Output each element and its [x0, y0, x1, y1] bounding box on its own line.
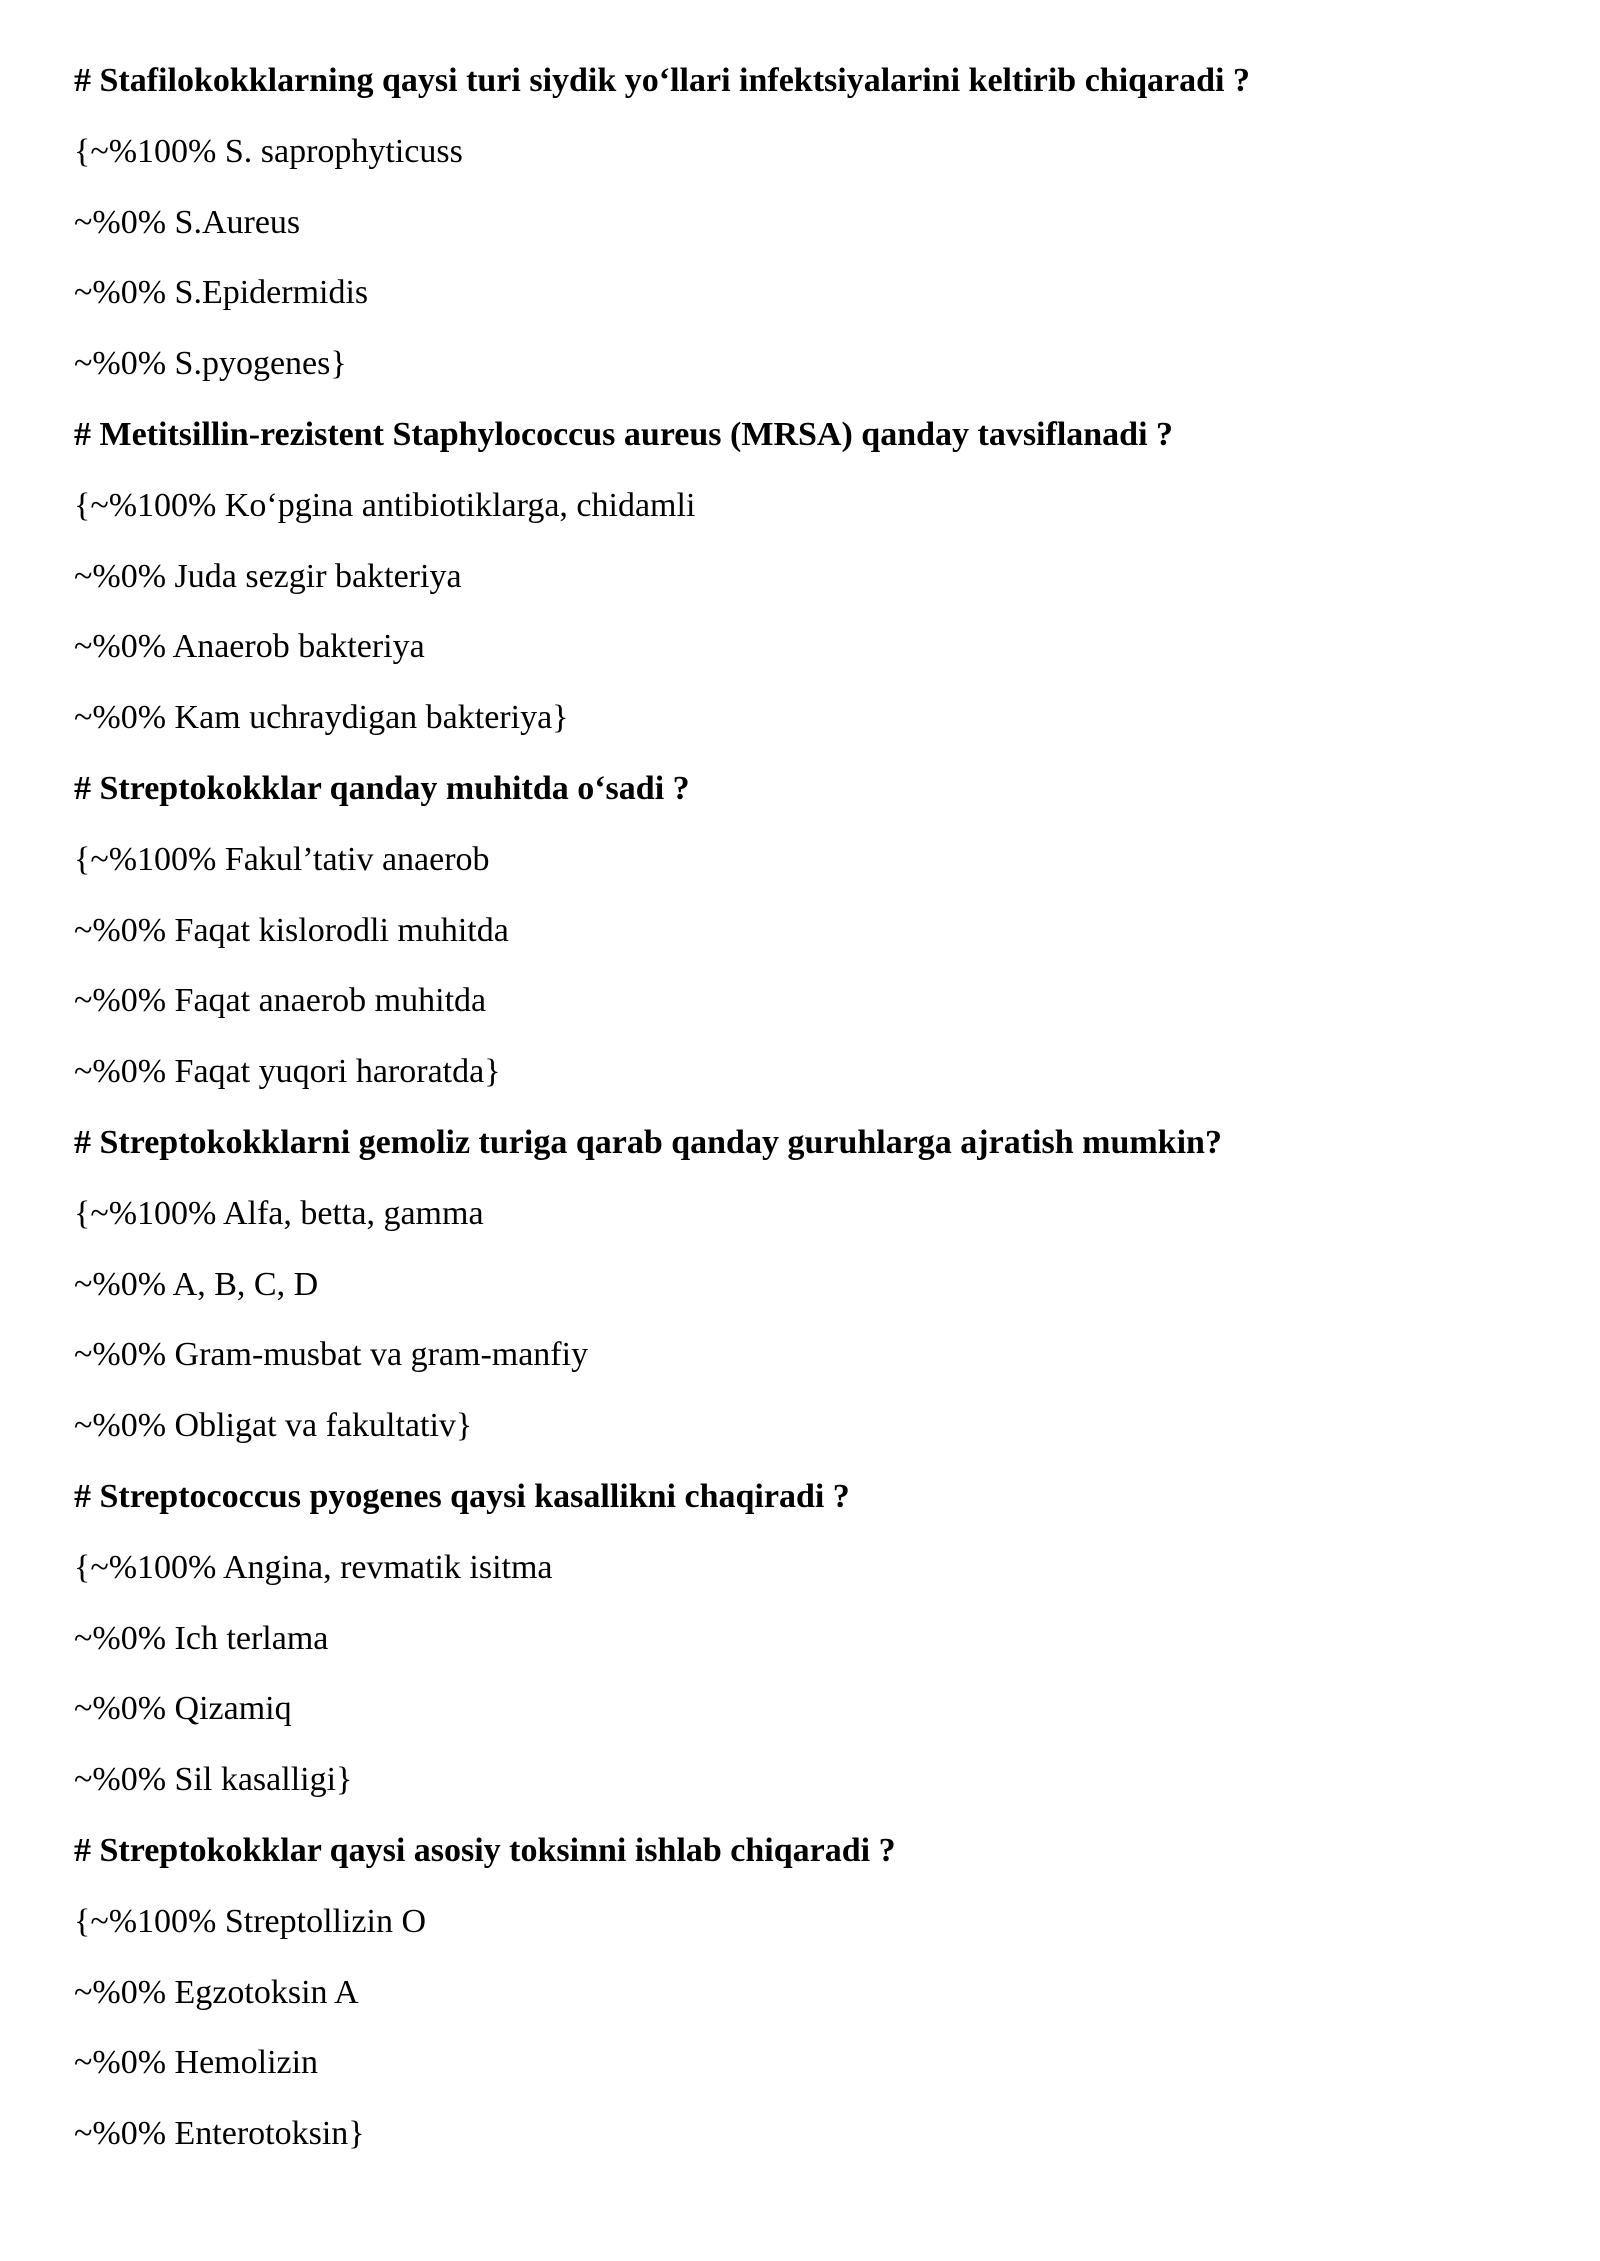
answer-option: ~%0% Enterotoksin}	[74, 2115, 365, 2153]
answer-option: {~%100% Streptollizin O	[74, 1902, 427, 1940]
question-block	[74, 64, 1554, 418]
question-block	[74, 1477, 1554, 1834]
answer-option: {~%100% Fakul’tativ anaerob	[74, 840, 490, 878]
answer-option: {~%100% Alfa, betta, gamma	[74, 1194, 484, 1232]
answer-option: {~%100% S. saprophyticuss	[74, 132, 463, 170]
answer-option: ~%0% S.Aureus	[74, 203, 301, 241]
answer-option: ~%0% Sil kasalligi}	[74, 1761, 353, 1799]
question-block	[74, 769, 1554, 1126]
answer-option: ~%0% Obligat va fakultativ}	[74, 1407, 473, 1445]
answer-option: ~%0% S.pyogenes}	[74, 345, 347, 383]
answer-option: ~%0% Faqat kislorodli muhitda	[74, 911, 509, 949]
question-block	[74, 415, 1554, 772]
question-block	[74, 1123, 1554, 1480]
answer-option: ~%0% Faqat yuqori haroratda}	[74, 1053, 501, 1091]
answer-option: {~%100% Angina, revmatik isitma	[74, 1548, 553, 1586]
question-text: # Metitsillin-rezistent Staphylococcus aureus (MRSA) qanday tavsiflanadi ?	[74, 415, 1174, 453]
answer-option: ~%0% Gram-musbat va gram-manfiy	[74, 1336, 589, 1374]
question-text: # Stafilokokklarning qaysi turi siydik yo‘llari infektsiyalarini keltirib chiqaradi ?	[74, 62, 1251, 99]
answer-option: ~%0% Egzotoksin A	[74, 1973, 359, 2011]
answer-option: ~%0% A, B, C, D	[74, 1265, 319, 1303]
answer-option: ~%0% Juda sezgir bakteriya	[74, 557, 462, 595]
answer-option: ~%0% Anaerob bakteriya	[74, 628, 425, 666]
question-text: # Streptokokklar qaysi asosiy toksinni ishlab chiqaradi ?	[74, 1831, 896, 1869]
answer-option: ~%0% S.Epidermidis	[74, 274, 369, 312]
answer-option: {~%100% Ko‘pgina antibiotiklarga, chidamli	[74, 486, 696, 524]
question-text: # Streptococcus pyogenes qaysi kasallikni chaqiradi ?	[74, 1477, 850, 1515]
question-block	[74, 1831, 1554, 2188]
answer-option: ~%0% Hemolizin	[74, 2044, 319, 2082]
answer-option: ~%0% Faqat anaerob muhitda	[74, 982, 487, 1020]
answer-option: ~%0% Ich terlama	[74, 1619, 329, 1657]
question-text: # Streptokokklar qanday muhitda o‘sadi ?	[74, 769, 690, 807]
question-text: # Streptokokklarni gemoliz turiga qarab qanday guruhlarga ajratish mumkin?	[74, 1123, 1222, 1161]
answer-option: ~%0% Qizamiq	[74, 1690, 292, 1728]
document-page	[74, 64, 1554, 2188]
answer-option: ~%0% Kam uchraydigan bakteriya}	[74, 699, 569, 737]
